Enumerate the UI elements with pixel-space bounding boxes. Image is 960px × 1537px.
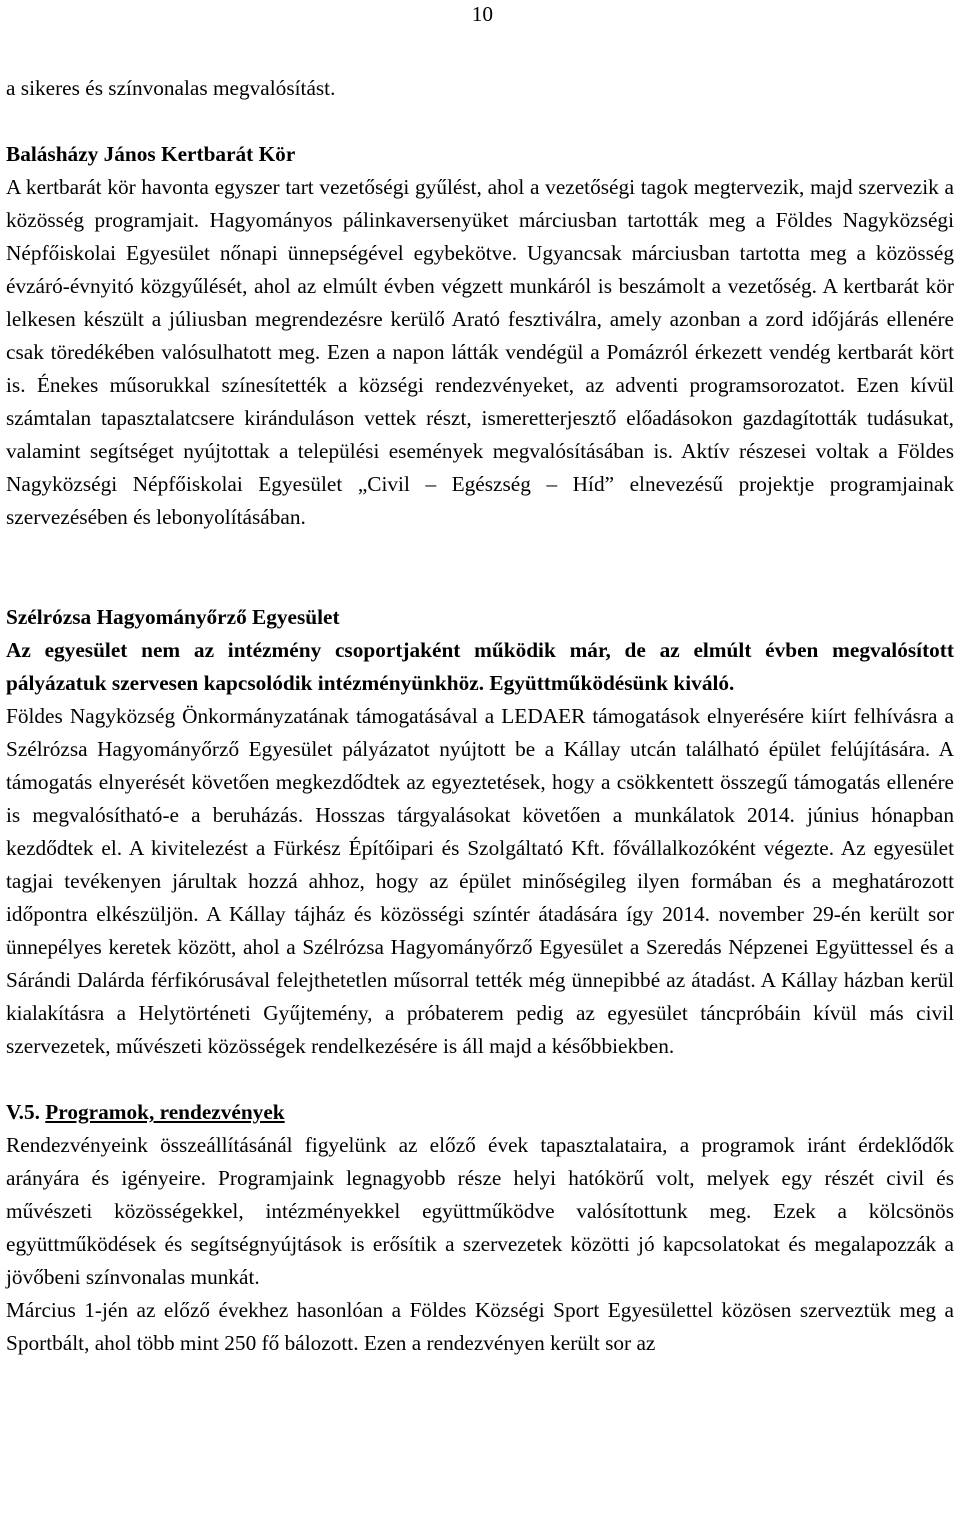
szelrozsa-body: Földes Nagyközség Önkormányzatának támogatásával a LEDAER támogatások elnyerésére kiírt felhívásra a Szélrózsa Hagyományőrző Egyesület pályázatot nyújtott be a Kállay utcán található épület felújítására. A támogatás elnyerését követően megkezdődtek az egyeztetések, hogy a csökkentett összegű támogatás ellenére is megvalósítható-e a beruházás. Hosszas tárgyalásokat követően a munkálatok 2014. június hónapban kezdődtek el. A kivitelezést a Fürkész Építőipari és Szolgáltató Kft. fővállalkozóként végezte. Az egyesület tagjai tevékenyen járultak hozzá ahhoz, hogy az épület minőségileg ilyen formában és a meghatározott időpontra elkészüljön. A Kállay tájház és közösségi színtér átadására így 2014. november 29-én került sor ünnepélyes keretek között, ahol a Szélrózsa Hagyományőrző Egyesület a Szeredás Népzenei Együttessel és a Sárándi Dalárda férfikórusával felejthetetlen műsorral tették még ünnepibbé az átadást. A Kállay házban kerül kialakításra a Helytörténeti Gyűjtemény, a próbaterem pedig az egyesület táncpróbáin kívül más civil szervezetek, művészeti közösségek rendelkezésére is áll majd a későbbiekben. [6,704,954,1058]
intro-line: a sikeres és színvonalas megvalósítást. [6,76,336,100]
szelrozsa-title: Szélrózsa Hagyományőrző Egyesület [6,605,340,629]
szelrozsa-bold-statement: Az egyesület nem az intézmény csoportjaként működik már, de az elmúlt évben megvalósított pályázatuk szervesen kapcsolódik intézményünkhöz. Együttműködésünk kiváló. [6,638,954,695]
spacer [6,534,954,601]
spacer [6,1063,954,1096]
kertbarat-title: Balásházy János Kertbarát Kör [6,142,296,166]
document-page [6,72,954,1360]
kertbarat-body: A kertbarát kör havonta egyszer tart vezetőségi gyűlést, ahol a vezetőségi tagok megtervezik, majd szervezik a közösség programjait. Hagyományos pálinkaversenyüket márciusban tartották meg a Földes Nagyközségi Népfőiskolai Egyesület nőnapi ünnepségével egybekötve. Ugyancsak márciusban tartotta meg a közösség évzáró-évnyitó közgyűlését, ahol az elmúlt évben végzett munkáról is beszámolt a vezetőség. A kertbarát kör lelkesen készült a júliusban megrendezésre kerülő Arató fesztiválra, amely azonban a zord időjárás ellenére csak töredékében valósulhatott meg. Ezen a napon látták vendégül a Pomázról érkezett vendég kertbarát kört is. Énekes műsorukkal színesítették a községi rendezvényeket, az adventi programsorozatot. Ezen kívül számtalan tapasztalatcsere kiránduláson vettek részt, ismeretterjesztő előadásokon gazdagították tudásukat, valamint segítséget nyújtottak a települési események megvalósításában is. Aktív részesei voltak a Földes Nagyközségi Népfőiskolai Egyesület „Civil – Egészség – Híd” elnevezésű projektje programjainak szervezésében és lebonyolításában. [6,175,954,529]
programok-title: Programok, rendezvények [45,1100,285,1124]
programok-paragraph-1: Rendezvényeink összeállításánál figyelünk az előző évek tapasztalataira, a programok iránt érdeklődők arányára és igényeire. Programjaink legnagyobb része helyi hatókörű volt, melyek egy részét civil és művészeti közösségekkel, intézményekkel együttműködve valósítottunk meg. Ezek a kölcsönös együttműködések és segítségnyújtások is erősítik a szervezetek közötti jó kapcsolatokat és megalapozzák a jövőbeni színvonalas munkát. [6,1133,954,1289]
spacer [6,105,954,138]
programok-paragraph-2: Március 1-jén az előző évekhez hasonlóan a Földes Községi Sport Egyesülettel közösen szerveztük meg a Sportbált, ahol több mint 250 fő bálozott. Ezen a rendezvényen került sor az [6,1298,954,1355]
page-number: 10 [471,2,493,26]
programok-heading [6,1096,954,1129]
section-number: V.5. [6,1100,40,1124]
